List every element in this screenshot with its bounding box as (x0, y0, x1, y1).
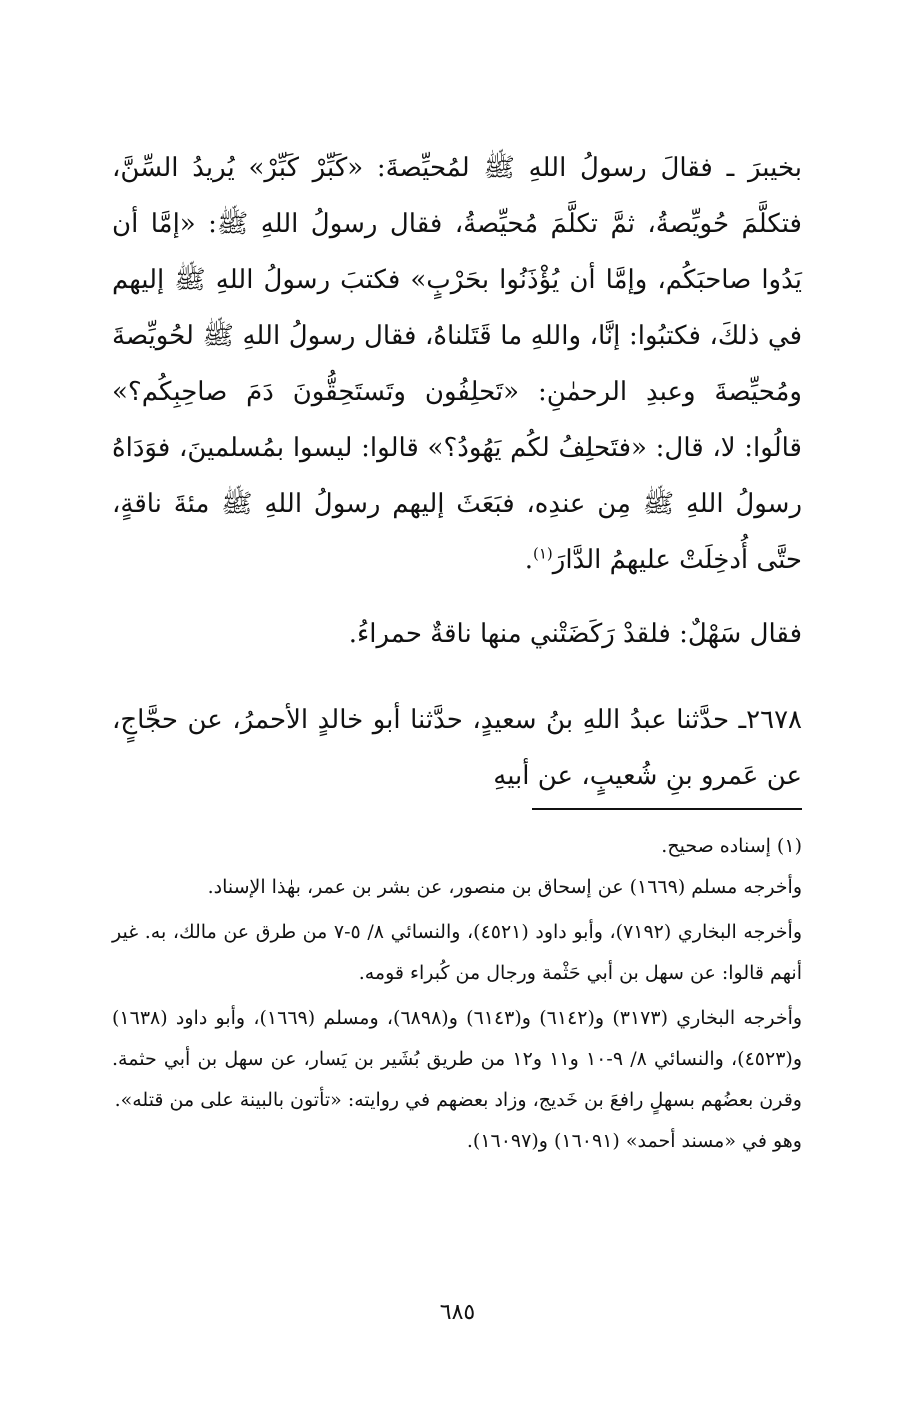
page-number: ٦٨٥ (439, 1300, 476, 1325)
footnote-item: وهو في «مسند أحمد» (١٦٠٩١) و(١٦٠٩٧). (466, 1130, 802, 1152)
closing-statement: فقال سَهْلٌ: فلقدْ رَكَضَتْني منها ناقةٌ حمراءُ. (348, 619, 802, 649)
footnote-item: (١) إسناده صحيح. (661, 835, 802, 857)
footnote-item: وأخرجه البخاري (٣١٧٣) و(٦١٤٢) و(٦١٤٣) و(٦٨٩٨)، ومسلم (١٦٦٩)، وأبو داود (١٦٣٨) و(٤٥٢٣)، والنسائي ٨/ ٩-١٠ و١١ و١٢ من طريق بُشَير بن يَسار، عن سهل بن أبي حثمة. وقرن بعضُهم بسهلٍ رافعَ بن خَديج، وزاد بعضهم في روايته: «تأتون بالبينة على من قتله». (112, 1007, 803, 1111)
footnotes-section (112, 826, 802, 1162)
hadith-2678: ٢٦٧٨ـ حدَّثنا عبدُ اللهِ بنُ سعيدٍ، حدَّثنا أبو خالدٍ الأحمرُ، عن حجَّاجٍ، عن عَمرو بنِ شُعيبٍ، عن أبيهِ (112, 705, 802, 791)
main-paragraph-text: بخيبرَ ـ فقالَ رسولُ اللهِ ﷺ لمُحيِّصةَ: «كَبِّرْ كَبِّرْ» يُريدُ السِّنَّ، فتكلَّمَ حُويِّصةُ، ثمَّ تكلَّمَ مُحيِّصةُ، فقال رسولُ اللهِ ﷺ: «إمَّا أن يَدُوا صاحبَكُم، وإمَّا أن يُؤْذَنُوا بحَرْبٍ» فكتبَ رسولُ اللهِ ﷺ إليهم في ذلكَ، فكتبُوا: إنَّا، واللهِ ما قَتَلناهُ، فقال رسولُ اللهِ ﷺ لحُويِّصةَ ومُحيِّصةَ وعبدِ الرحمٰنِ: «تَحلِفُون وتَستَحِقُّونَ دَمَ صاحِبِكُم؟» قالُوا: لا، قال: «فتَحلِفُ لكُم يَهُودُ؟» قالوا: ليسوا بمُسلمينَ، فوَدَاهُ رسولُ اللهِ ﷺ مِن عندِه، فبَعَثَ إليهم رسولُ اللهِ ﷺ مئةَ ناقةٍ، حتَّى أُدخِلَتْ عليهمُ الدَّارَ (112, 153, 802, 575)
main-paragraph-end: . (524, 545, 533, 575)
footnote-divider (532, 808, 802, 810)
main-paragraph (112, 140, 802, 588)
footnote-marker[interactable]: (١) (532, 544, 553, 563)
main-text-block (112, 140, 802, 588)
footnote-item: وأخرجه مسلم (١٦٦٩) عن إسحاق بن منصور، عن بشر بن عمر، بهٰذا الإسناد. (207, 876, 802, 898)
footnote-item: وأخرجه البخاري (٧١٩٢)، وأبو داود (٤٥٢١)، والنسائي ٨/ ٥-٧ من طرق عن مالك، به. غير أنهم قالوا: عن سهل بن أبي حَثْمة ورجال من كُبراء قومه. (112, 921, 803, 984)
